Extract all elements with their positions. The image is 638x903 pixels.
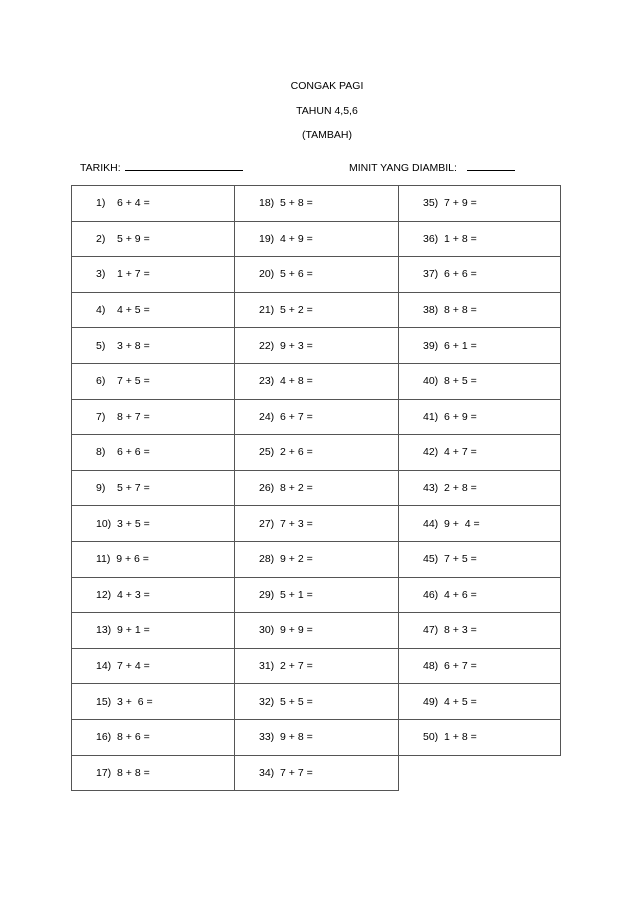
question-text: 12) 4 + 3 =: [96, 588, 150, 601]
question-text: 15) 3 + 6 =: [96, 695, 153, 708]
question-cell[interactable]: [399, 221, 561, 257]
question-cell[interactable]: [399, 719, 561, 755]
question-cell[interactable]: [235, 257, 399, 293]
question-cell[interactable]: [72, 186, 235, 222]
question-cell[interactable]: [235, 755, 399, 791]
question-row: [72, 577, 561, 613]
question-text: 39) 6 + 1 =: [423, 339, 477, 352]
question-text: 50) 1 + 8 =: [423, 731, 477, 744]
question-text: 6) 7 + 5 =: [96, 375, 150, 388]
question-text: 49) 4 + 5 =: [423, 695, 477, 708]
question-cell[interactable]: [399, 399, 561, 435]
question-cell[interactable]: [399, 506, 561, 542]
question-text: 34) 7 + 7 =: [259, 766, 313, 779]
question-cell[interactable]: [72, 684, 235, 720]
question-cell[interactable]: [72, 613, 235, 649]
question-text: 23) 4 + 8 =: [259, 375, 313, 388]
question-text: 3) 1 + 7 =: [96, 268, 150, 281]
question-row: [72, 684, 561, 720]
question-row: [72, 755, 561, 791]
question-row: [72, 363, 561, 399]
question-text: 17) 8 + 8 =: [96, 766, 150, 779]
questions-grid: [71, 185, 561, 791]
question-cell[interactable]: [235, 648, 399, 684]
date-label: TARIKH:: [80, 162, 121, 174]
question-cell[interactable]: [235, 719, 399, 755]
question-cell[interactable]: [399, 613, 561, 649]
question-text: 10) 3 + 5 =: [96, 517, 150, 530]
question-row: [72, 328, 561, 364]
question-text: 25) 2 + 6 =: [259, 446, 313, 459]
question-text: 37) 6 + 6 =: [423, 268, 477, 281]
question-text: 16) 8 + 6 =: [96, 731, 150, 744]
question-text: 24) 6 + 7 =: [259, 410, 313, 423]
question-cell[interactable]: [235, 506, 399, 542]
question-cell[interactable]: [72, 755, 235, 791]
question-cell[interactable]: [72, 328, 235, 364]
question-row: [72, 221, 561, 257]
question-text: 32) 5 + 5 =: [259, 695, 313, 708]
worksheet-subtitle: TAHUN 4,5,6: [296, 105, 358, 117]
question-text: 42) 4 + 7 =: [423, 446, 477, 459]
question-text: 18) 5 + 8 =: [259, 197, 313, 210]
question-cell[interactable]: [235, 577, 399, 613]
minutes-field: [349, 160, 515, 174]
question-text: 48) 6 + 7 =: [423, 660, 477, 673]
worksheet-operation: (TAMBAH): [302, 129, 352, 141]
question-text: 46) 4 + 6 =: [423, 588, 477, 601]
question-text: 21) 5 + 2 =: [259, 304, 313, 317]
question-cell[interactable]: [72, 470, 235, 506]
question-cell[interactable]: [399, 577, 561, 613]
question-cell[interactable]: [72, 506, 235, 542]
question-text: 29) 5 + 1 =: [259, 588, 313, 601]
question-row: [72, 399, 561, 435]
question-text: 36) 1 + 8 =: [423, 232, 477, 245]
question-cell[interactable]: [399, 186, 561, 222]
question-cell[interactable]: [235, 684, 399, 720]
question-cell[interactable]: [235, 435, 399, 471]
question-cell[interactable]: [235, 399, 399, 435]
question-cell[interactable]: [235, 470, 399, 506]
question-text: 7) 8 + 7 =: [96, 410, 150, 423]
question-cell[interactable]: [235, 328, 399, 364]
question-cell[interactable]: [235, 221, 399, 257]
question-text: 41) 6 + 9 =: [423, 410, 477, 423]
question-cell[interactable]: [399, 541, 561, 577]
question-text: 1) 6 + 4 =: [96, 197, 150, 210]
question-cell[interactable]: [399, 363, 561, 399]
question-cell[interactable]: [72, 221, 235, 257]
question-text: 14) 7 + 4 =: [96, 660, 150, 673]
question-text: 4) 4 + 5 =: [96, 304, 150, 317]
question-text: 47) 8 + 3 =: [423, 624, 477, 637]
question-cell[interactable]: [72, 577, 235, 613]
question-cell[interactable]: [72, 257, 235, 293]
question-text: 35) 7 + 9 =: [423, 197, 477, 210]
question-text: 45) 7 + 5 =: [423, 553, 477, 566]
date-field: [80, 160, 243, 174]
question-row: [72, 541, 561, 577]
question-text: 11) 9 + 6 =: [96, 553, 149, 566]
question-text: 9) 5 + 7 =: [96, 482, 150, 495]
question-cell[interactable]: [235, 363, 399, 399]
question-text: 38) 8 + 8 =: [423, 304, 477, 317]
question-text: 19) 4 + 9 =: [259, 232, 313, 245]
question-cell[interactable]: [72, 541, 235, 577]
question-text: 33) 9 + 8 =: [259, 731, 313, 744]
question-text: 31) 2 + 7 =: [259, 660, 313, 673]
date-blank-line[interactable]: [125, 160, 243, 171]
question-cell[interactable]: [399, 328, 561, 364]
empty-cell: [399, 755, 561, 791]
question-row: [72, 292, 561, 328]
worksheet-title: CONGAK PAGI: [290, 80, 364, 92]
minutes-label: MINIT YANG DIAMBIL:: [349, 162, 457, 174]
question-cell[interactable]: [399, 684, 561, 720]
question-text: 26) 8 + 2 =: [259, 482, 313, 495]
question-cell[interactable]: [235, 613, 399, 649]
question-text: 28) 9 + 2 =: [259, 553, 313, 566]
question-text: 43) 2 + 8 =: [423, 482, 477, 495]
question-text: 13) 9 + 1 =: [96, 624, 150, 637]
question-cell[interactable]: [72, 719, 235, 755]
question-cell[interactable]: [72, 363, 235, 399]
question-cell[interactable]: [72, 435, 235, 471]
question-cell[interactable]: [72, 399, 235, 435]
question-cell[interactable]: [399, 292, 561, 328]
question-text: 44) 9 + 4 =: [423, 517, 480, 530]
question-text: 40) 8 + 5 =: [423, 375, 477, 388]
question-row: [72, 506, 561, 542]
question-row: [72, 648, 561, 684]
question-text: 27) 7 + 3 =: [259, 517, 313, 530]
question-row: [72, 719, 561, 755]
question-row: [72, 470, 561, 506]
question-cell[interactable]: [399, 470, 561, 506]
question-text: 5) 3 + 8 =: [96, 339, 150, 352]
question-cell[interactable]: [235, 186, 399, 222]
question-cell[interactable]: [399, 648, 561, 684]
question-row: [72, 186, 561, 222]
question-cell[interactable]: [235, 541, 399, 577]
question-text: 2) 5 + 9 =: [96, 232, 150, 245]
question-text: 20) 5 + 6 =: [259, 268, 313, 281]
question-cell[interactable]: [72, 292, 235, 328]
minutes-blank-line[interactable]: [467, 160, 515, 171]
question-row: [72, 613, 561, 649]
question-text: 22) 9 + 3 =: [259, 339, 313, 352]
question-text: 8) 6 + 6 =: [96, 446, 150, 459]
question-cell[interactable]: [235, 292, 399, 328]
question-text: 30) 9 + 9 =: [259, 624, 313, 637]
question-cell[interactable]: [399, 435, 561, 471]
question-cell[interactable]: [72, 648, 235, 684]
question-cell[interactable]: [399, 257, 561, 293]
question-row: [72, 435, 561, 471]
question-row: [72, 257, 561, 293]
